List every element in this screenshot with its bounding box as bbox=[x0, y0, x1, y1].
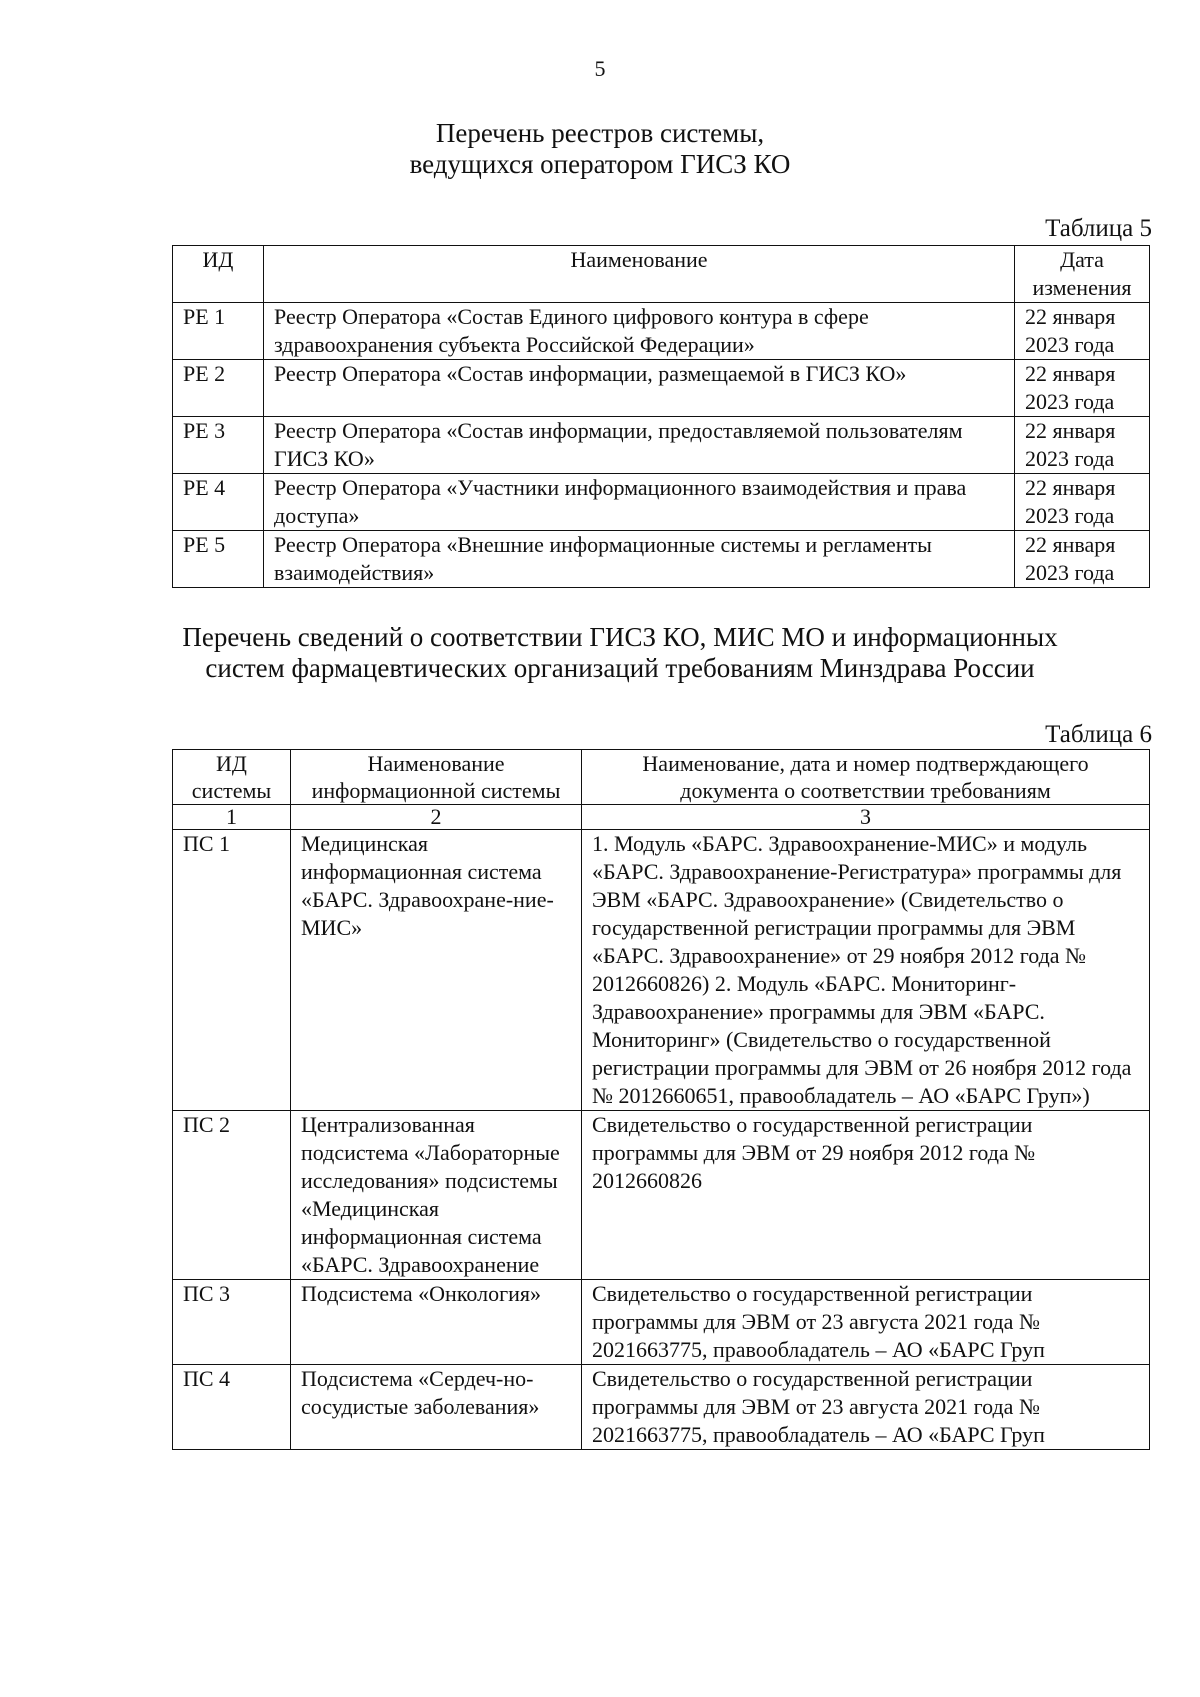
column-header-system-id: ИД системы bbox=[173, 750, 291, 805]
cell-date: 22 января 2023 года bbox=[1015, 531, 1150, 588]
table-row bbox=[173, 1111, 1150, 1280]
table-row bbox=[173, 531, 1150, 588]
cell-document: Свидетельство о государственной регистрации программы для ЭВМ от 23 августа 2021 года № 2021663775, правообладатель – АО «БАРС Груп bbox=[582, 1365, 1150, 1450]
cell-date: 22 января 2023 года bbox=[1015, 417, 1150, 474]
table-row bbox=[173, 417, 1150, 474]
section1-title-line1: Перечень реестров системы, bbox=[435, 118, 765, 148]
column-header-name: Наименование bbox=[264, 246, 1015, 303]
cell-date: 22 января 2023 года bbox=[1015, 303, 1150, 360]
cell-id: РЕ 5 bbox=[173, 531, 264, 588]
table-row bbox=[173, 360, 1150, 417]
cell-id: ПС 2 bbox=[173, 1111, 291, 1280]
cell-name: Реестр Оператора «Состав Единого цифрового контура в сфере здравоохранения субъекта Российской Федерации» bbox=[264, 303, 1015, 360]
cell-date: 22 января 2023 года bbox=[1015, 360, 1150, 417]
cell-name: Реестр Оператора «Состав информации, предоставляемой пользователям ГИСЗ КО» bbox=[264, 417, 1015, 474]
table-row bbox=[173, 830, 1150, 1111]
table-row bbox=[173, 303, 1150, 360]
section1-title bbox=[0, 118, 1200, 180]
column-header-document: Наименование, дата и номер подтверждающего документа о соответствии требованиям bbox=[582, 750, 1150, 805]
cell-date: 22 января 2023 года bbox=[1015, 474, 1150, 531]
table5-label: Таблица 5 bbox=[1045, 215, 1152, 242]
cell-name: Централизованная подсистема «Лабораторные исследования» подсистемы «Медицинская информационная система «БАРС. Здравоохранение bbox=[291, 1111, 582, 1280]
cell-document: Свидетельство о государственной регистрации программы для ЭВМ от 23 августа 2021 года № 2021663775, правообладатель – АО «БАРС Груп bbox=[582, 1280, 1150, 1365]
table-header-row bbox=[173, 750, 1150, 805]
table-header-row bbox=[173, 246, 1150, 303]
cell-id: ПС 3 bbox=[173, 1280, 291, 1365]
cell-id: ПС 4 bbox=[173, 1365, 291, 1450]
cell-document: 1. Модуль «БАРС. Здравоохранение-МИС» и модуль «БАРС. Здравоохранение-Регистратура» программы для ЭВМ «БАРС. Здравоохранение» (Свидетельство о государственной регистрации программы для ЭВМ «БАРС. Здравоохранение» от 29 ноября 2012 года № 2012660826) 2. Модуль «БАРС. Мониторинг-Здравоохранение» программы для ЭВМ «БАРС. Мониторинг» (Свидетельство о государственной регистрации программы для ЭВМ от 26 ноября 2012 года № 2012660651, правообладатель – АО «БАРС Груп») bbox=[582, 830, 1150, 1111]
column-header-id: ИД bbox=[173, 246, 264, 303]
cell-id: РЕ 1 bbox=[173, 303, 264, 360]
section2-title-line1: Перечень сведений о соответствии ГИСЗ КО, МИС МО и информационных bbox=[182, 622, 1058, 652]
column-header-system-name: Наименование информационной системы bbox=[291, 750, 582, 805]
cell-document: Свидетельство о государственной регистрации программы для ЭВМ от 29 ноября 2012 года № 2012660826 bbox=[582, 1111, 1150, 1280]
page-number: 5 bbox=[594, 56, 606, 81]
cell-id: РЕ 3 bbox=[173, 417, 264, 474]
table-row bbox=[173, 1280, 1150, 1365]
cell-name: Реестр Оператора «Участники информационного взаимодействия и права доступа» bbox=[264, 474, 1015, 531]
cell-name: Подсистема «Онкология» bbox=[291, 1280, 582, 1365]
column-number: 1 bbox=[173, 805, 291, 830]
column-number: 2 bbox=[291, 805, 582, 830]
section1-title-line2: ведущихся оператором ГИСЗ КО bbox=[409, 149, 791, 179]
table-row bbox=[173, 474, 1150, 531]
cell-name: Медицинская информационная система «БАРС. Здравоохране-ние-МИС» bbox=[291, 830, 582, 1111]
compliance-table bbox=[172, 749, 1150, 1450]
column-number: 3 bbox=[582, 805, 1150, 830]
cell-id: ПС 1 bbox=[173, 830, 291, 1111]
cell-name: Реестр Оператора «Внешние информационные системы и регламенты взаимодействия» bbox=[264, 531, 1015, 588]
cell-name: Подсистема «Сердеч-но-сосудистые заболевания» bbox=[291, 1365, 582, 1450]
table-row bbox=[173, 1365, 1150, 1450]
cell-id: РЕ 4 bbox=[173, 474, 264, 531]
cell-id: РЕ 2 bbox=[173, 360, 264, 417]
column-number-row bbox=[173, 805, 1150, 830]
section2-title bbox=[20, 622, 1200, 684]
table6-label: Таблица 6 bbox=[1045, 721, 1152, 748]
registries-table bbox=[172, 245, 1150, 588]
cell-name: Реестр Оператора «Состав информации, размещаемой в ГИСЗ КО» bbox=[264, 360, 1015, 417]
column-header-date: Дата изменения bbox=[1015, 246, 1150, 303]
section2-title-line2: систем фармацевтических организаций требованиям Минздрава России bbox=[205, 653, 1035, 683]
